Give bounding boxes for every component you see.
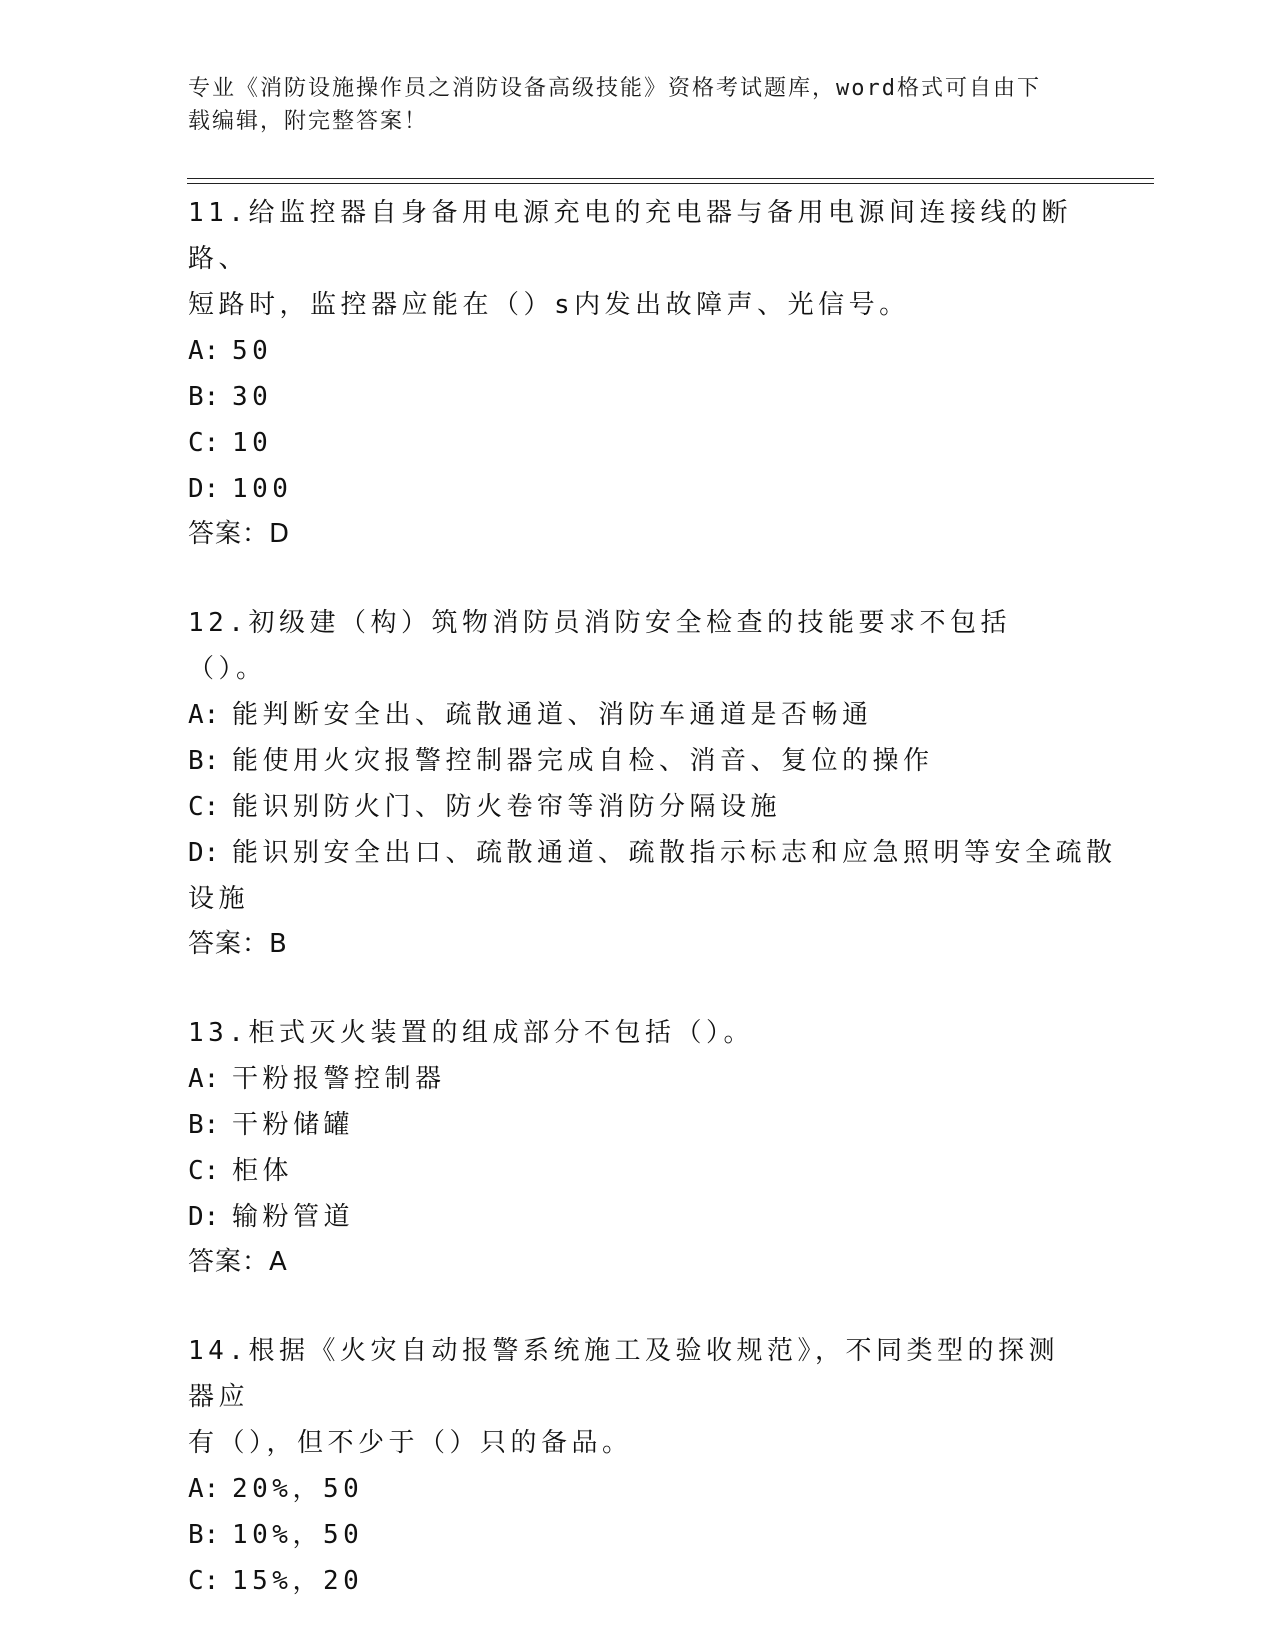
option-letter: A:	[188, 336, 220, 366]
question-12	[188, 600, 1117, 967]
header-rule-top	[187, 178, 1154, 179]
option-text: 20%，50	[232, 1474, 364, 1504]
option-letter: C:	[188, 1156, 220, 1186]
option-a	[188, 328, 1088, 374]
option-d	[188, 466, 1088, 512]
option-letter: B:	[188, 1520, 220, 1550]
question-stem: 短路时，监控器应能在（）s内发出故障声、光信号。	[188, 290, 910, 320]
option-c	[188, 1148, 1088, 1194]
option-b	[188, 1512, 1088, 1558]
header-line-1: 专业《消防设施操作员之消防设备高级技能》资格考试题库，word格式可自由下	[188, 76, 1041, 101]
option-a	[188, 1466, 1088, 1512]
option-c	[188, 420, 1088, 466]
option-letter: A:	[188, 1474, 220, 1504]
option-text: 能判断安全出、疏散通道、消防车通道是否畅通	[232, 700, 873, 730]
option-a	[188, 1056, 1088, 1102]
option-b	[188, 1102, 1088, 1148]
option-text: 能识别防火门、防火卷帘等消防分隔设施	[232, 792, 782, 822]
answer-label: 答案：A	[188, 1247, 288, 1277]
option-c	[188, 784, 1088, 830]
question-stem: 11.给监控器自身备用电源充电的充电器与备用电源间连接线的断路、	[188, 198, 1072, 274]
option-c	[188, 1558, 1088, 1604]
option-text: 50	[232, 336, 273, 366]
option-text: 10	[232, 428, 273, 458]
option-text: 干粉报警控制器	[232, 1064, 446, 1094]
option-text: 输粉管道	[232, 1202, 355, 1232]
header-rule-bottom	[187, 183, 1154, 184]
question-stem: 14.根据《火灾自动报警系统施工及验收规范》，不同类型的探测器应	[188, 1336, 1059, 1412]
option-b	[188, 374, 1088, 420]
option-letter: C:	[188, 1566, 220, 1596]
question-stem: 12.初级建（构）筑物消防员消防安全检查的技能要求不包括（）。	[188, 608, 1011, 684]
option-letter: A:	[188, 700, 220, 730]
option-d	[188, 1194, 1088, 1240]
option-d	[188, 830, 1117, 876]
answer-label: 答案：B	[188, 929, 288, 959]
question-13	[188, 1010, 1088, 1285]
document-header	[188, 72, 1068, 138]
question-stem: 13.柜式灭火装置的组成部分不包括（）。	[188, 1018, 754, 1048]
option-letter: D:	[188, 1202, 220, 1232]
option-letter: C:	[188, 792, 220, 822]
option-text: 30	[232, 382, 273, 412]
question-11	[188, 190, 1088, 557]
option-text: 100	[232, 474, 293, 504]
option-letter: C:	[188, 428, 220, 458]
question-stem: 有（），但不少于（）只的备品。	[188, 1428, 633, 1458]
option-text: 能识别安全出口、疏散通道、疏散指示标志和应急照明等安全疏散	[232, 838, 1117, 868]
option-text: 干粉储罐	[232, 1110, 355, 1140]
option-text: 15%，20	[232, 1566, 364, 1596]
question-14	[188, 1328, 1088, 1604]
option-letter: B:	[188, 1110, 220, 1140]
header-line-2: 载编辑，附完整答案！	[188, 109, 429, 134]
option-text: 柜体	[232, 1156, 294, 1186]
option-b	[188, 738, 1088, 784]
option-letter: B:	[188, 746, 220, 776]
option-text: 能使用火灾报警控制器完成自检、消音、复位的操作	[232, 746, 934, 776]
option-text: 10%，50	[232, 1520, 364, 1550]
option-letter: D:	[188, 838, 220, 868]
option-letter: B:	[188, 382, 220, 412]
question-list	[188, 190, 1117, 1647]
option-d-continuation: 设施	[188, 884, 250, 914]
answer-label: 答案：D	[188, 519, 291, 549]
option-a	[188, 692, 1088, 738]
option-letter: A:	[188, 1064, 220, 1094]
option-letter: D:	[188, 474, 220, 504]
